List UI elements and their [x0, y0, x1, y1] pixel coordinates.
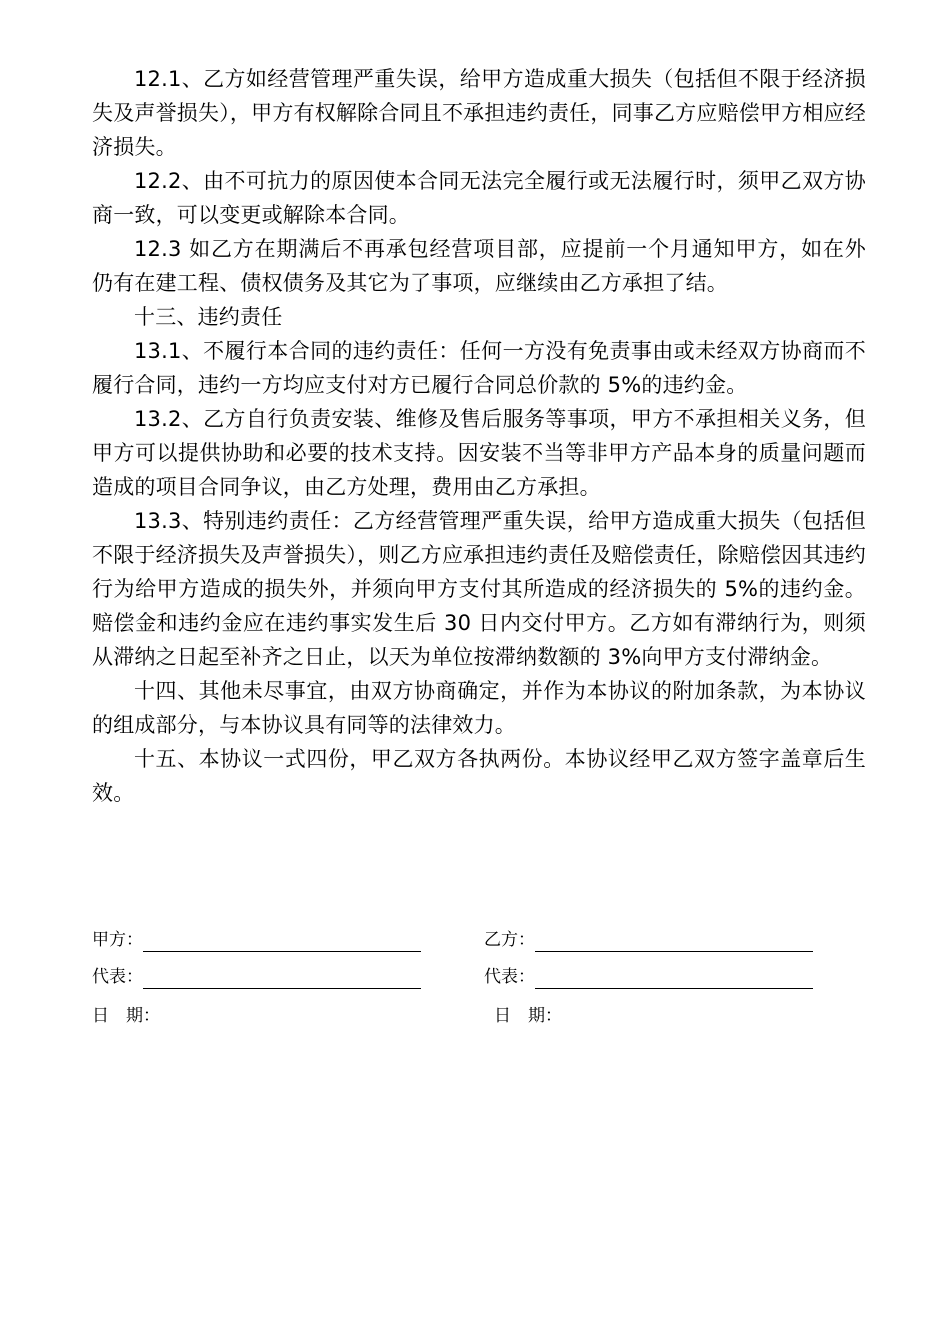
contract-body: [92, 62, 866, 810]
party-b-rep-label: 代表：: [484, 967, 535, 987]
party-b-signature-line: [535, 931, 813, 952]
party-a-rep-row: [92, 965, 421, 989]
party-b-date-row: [494, 1004, 562, 1028]
party-b-name-row: [484, 928, 813, 952]
section-13-heading: 十三、违约责任: [134, 305, 283, 329]
clause-12-2: 12.2、由不可抗力的原因使本合同无法完全履行或无法履行时，须甲乙双方协商一致，可以变更或解除本合同。: [92, 169, 866, 227]
party-b-rep-line: [535, 968, 813, 989]
clause-12-3: 12.3 如乙方在期满后不再承包经营项目部，应提前一个月通知甲方，如在外仍有在建工程、债权债务及其它为了事项，应继续由乙方承担了结。: [92, 237, 866, 295]
clause-13-1: 13.1、不履行本合同的违约责任：任何一方没有免责事由或未经双方协商而不履行合同，违约一方均应支付对方已履行合同总价款的 5%的违约金。: [92, 339, 866, 397]
party-a-rep-line: [143, 968, 421, 989]
party-a-rep-label: 代表：: [92, 967, 143, 987]
party-a-name-row: [92, 928, 421, 952]
clause-13-3: 13.3、特别违约责任：乙方经营管理严重失误，给甲方造成重大损失（包括但不限于经济损失及声誉损失），则乙方应承担违约责任及赔偿责任，除赔偿因其违约行为给甲方造成的损失外，并须向甲方支付其所造成的经济损失的 5%的违约金。赔偿金和违约金应在违约事实发生后 30 日内交付甲方。乙方如有滞纳行为，则须从滞纳之日起至补齐之日止，以天为单位按滞纳数额的 3%向甲方支付滞纳金。: [92, 509, 866, 669]
party-a-date-row: [92, 1004, 160, 1028]
clause-13-2: 13.2、乙方自行负责安装、维修及售后服务等事项，甲方不承担相关义务，但甲方可以提供协助和必要的技术支持。因安装不当等非甲方产品本身的质量问题而造成的项目合同争议，由乙方处理，费用由乙方承担。: [92, 407, 866, 499]
clause-12-1: 12.1、乙方如经营管理严重失误，给甲方造成重大损失（包括但不限于经济损失及声誉损失），甲方有权解除合同且不承担违约责任，同事乙方应赔偿甲方相应经济损失。: [92, 67, 866, 159]
clause-15: 十五、本协议一式四份，甲乙双方各执两份。本协议经甲乙双方签字盖章后生效。: [92, 747, 866, 805]
party-b-label: 乙方：: [484, 930, 535, 950]
clause-14: 十四、其他未尽事宜，由双方协商确定，并作为本协议的附加条款，为本协议的组成部分，与本协议具有同等的法律效力。: [92, 679, 866, 737]
party-a-label: 甲方：: [92, 930, 143, 950]
party-b-date-label: 日 期：: [494, 1006, 562, 1026]
party-a-date-label: 日 期：: [92, 1006, 160, 1026]
party-b-rep-row: [484, 965, 813, 989]
party-a-signature-line: [143, 931, 421, 952]
